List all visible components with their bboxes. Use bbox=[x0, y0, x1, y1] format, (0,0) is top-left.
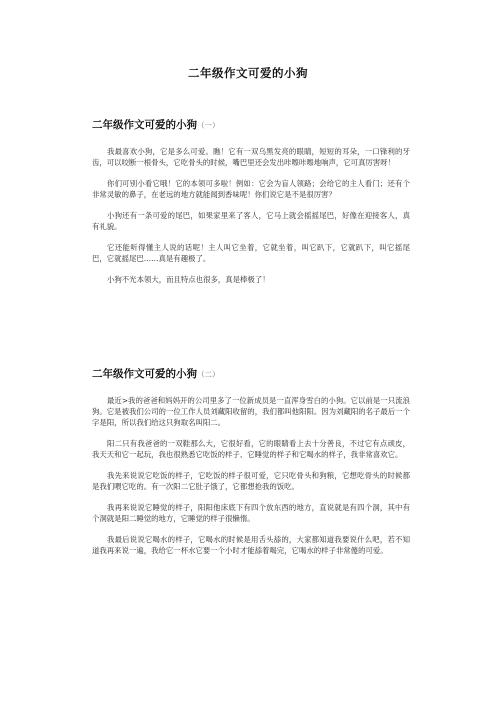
paragraph: 我最喜欢小狗，它是多么可爱。瞧！它有一双乌黑发亮的眼睛，短短的耳朵，一口锋利的牙齿，可以咬断一根骨头，它吃骨头的时候，嘴巴里还会发出咔嚓咔嚓地响声，它可真厉害呀！ bbox=[92, 147, 410, 167]
section-heading-text: 二年级作文可爱的小狗 bbox=[92, 368, 197, 380]
paragraph: 我最后说说它喝水的样子，它喝水的时候是用舌头舔的，大家都知道我要说什么吧，若不知道我再来说一遍，我给它一杯水它要一个小时才能舔着喝完，它喝水的样子非常傻的可爱。 bbox=[92, 535, 410, 555]
section-heading bbox=[92, 366, 410, 381]
document-title: 二年级作文可爱的小狗 bbox=[188, 66, 308, 80]
paragraph: 阳二只有我爸爸的一双鞋那么大，它很好看，它的眼睛看上去十分善良，不过它有点顽皮，我天天和它一起玩，我也很熟悉它吃饭的样子、它睡觉的样子和它喝水的样子，我非常喜欢它。 bbox=[92, 439, 410, 459]
paragraph: 最近>我的爸爸和妈妈开的公司里多了一位新成员是一直浑身雪白的小狗。它以前是一只流浪狗。它是被我们公司的一位工作人员刘藏阳收留的，我们都叫他阳阳。因为刘藏阳的名子最后一个字是阳，所以我们给这只狗取名叫阳二。 bbox=[92, 396, 410, 427]
paragraph: 小狗不光本领大，而且特点也很多，真是棒极了！ bbox=[107, 275, 270, 284]
section-heading-text: 二年级作文可爱的小狗 bbox=[92, 119, 197, 131]
section-two bbox=[92, 366, 410, 566]
section-heading-suffix: （一） bbox=[197, 121, 220, 130]
section-heading-suffix: （二） bbox=[197, 370, 220, 379]
section-heading bbox=[92, 117, 410, 132]
paragraph: 我先来说说它吃饭的样子，它吃饭的样子很可爱，它只吃骨头和狗粮，它想吃骨头的时候都是我们喂它吃的。有一次阳二它肚子饿了，它都想抢我的饭吃。 bbox=[92, 471, 410, 491]
paragraph: 小狗还有一条可爱的尾巴，如果家里来了客人，它马上就会摇摇尾巴，好像在迎接客人，真有礼貌。 bbox=[92, 211, 410, 231]
paragraph: 你们可别小看它哦！它的本领可多啦！例如：它会为盲人领路；会给它的主人看门；还有个非常灵敏的鼻子，在老远的地方就能闻到香味呢！你们说它是不是很厉害？ bbox=[92, 179, 410, 199]
section-one bbox=[92, 117, 410, 295]
paragraph: 它还能听得懂主人说的话呢！主人叫它坐着，它就坐着，叫它趴下，它就趴下，叫它摇尾巴，它就摇尾巴……真是有趣极了。 bbox=[92, 243, 410, 263]
paragraph: 我再来说说它睡觉的样子，阳阳他床底下有四个放东西的地方，直说就是有四个洞，其中有个洞就是阳二睡觉的地方，它睡觉的样子很懒惰。 bbox=[92, 503, 410, 523]
